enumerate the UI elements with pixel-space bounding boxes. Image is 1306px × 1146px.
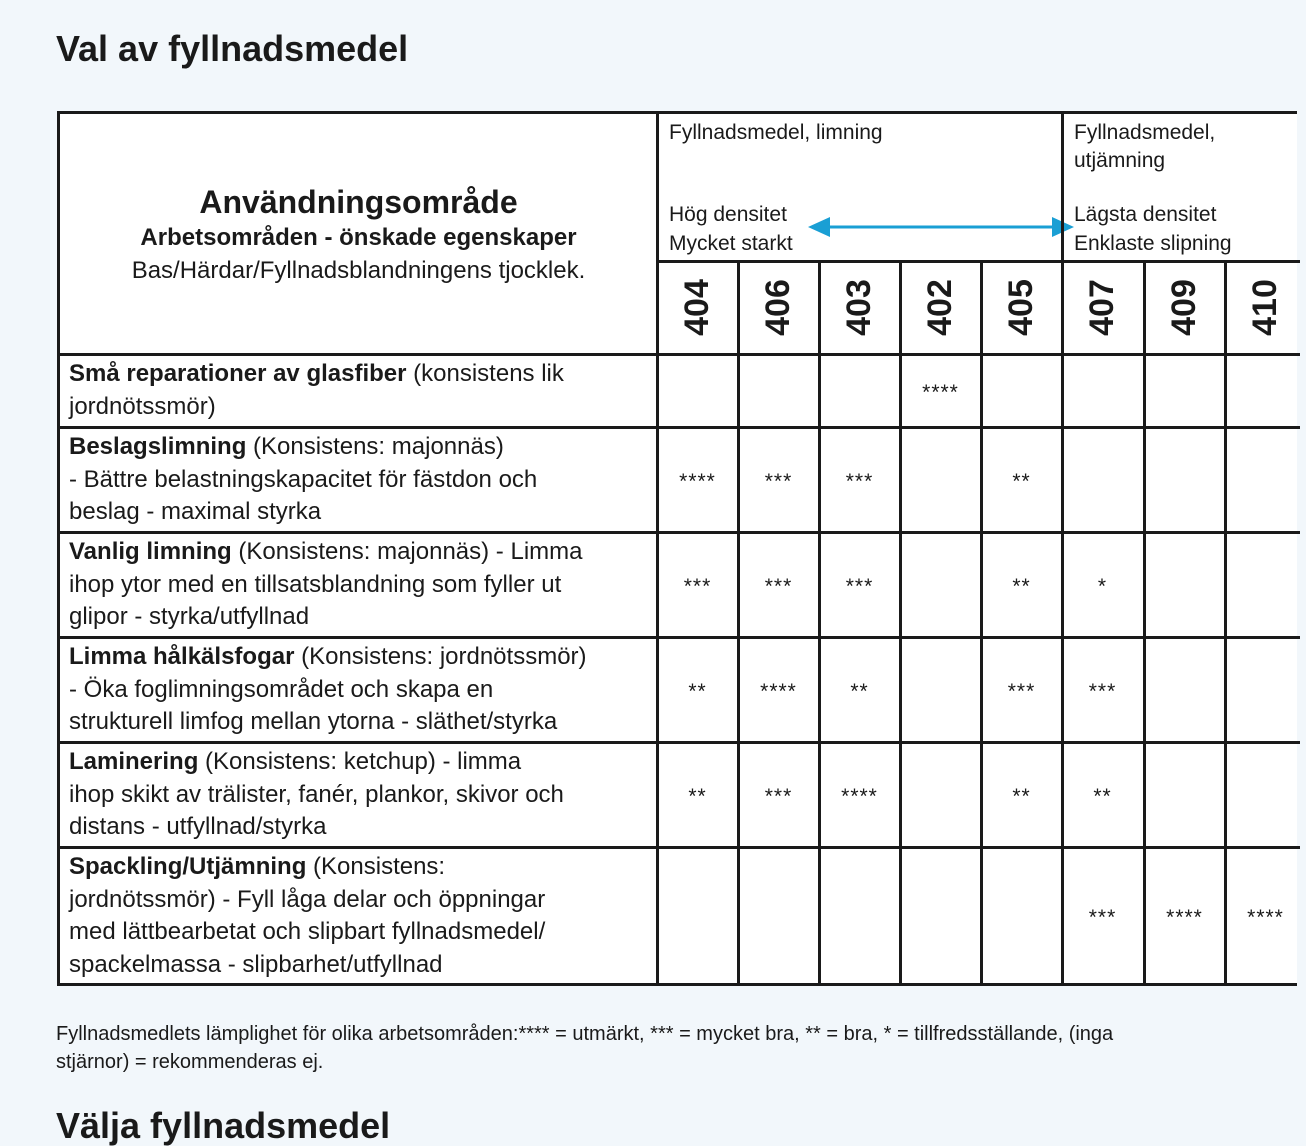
rating-cell: **: [1012, 784, 1031, 808]
usage-row-detail: (konsistens lik: [406, 360, 564, 387]
usage-row-description: [69, 746, 654, 844]
grid-line: [60, 636, 1300, 639]
usage-row-detail: jordnötssmör) - Fyll låga delar och öppningar: [69, 885, 546, 913]
usage-row-title: Vanlig limning: [69, 538, 232, 565]
rating-cell: ***: [845, 469, 874, 493]
usage-row-detail: strukturell limfog mellan ytorna - släthet/styrka: [69, 708, 558, 735]
product-column-402: [900, 261, 980, 354]
grid-line: [60, 741, 1300, 744]
page-title: Val av fyllnadsmedel: [56, 28, 409, 69]
product-number: 403: [839, 279, 878, 336]
filler-selection-table: [57, 111, 1297, 986]
product-column-404: [657, 261, 737, 354]
rating-cell: ****: [679, 469, 716, 493]
grid-line: [60, 353, 1300, 356]
usage-row-detail: - Öka foglimningsområdet och skapa en: [69, 675, 494, 703]
grid-line: [1143, 261, 1146, 984]
grid-line: [1061, 114, 1064, 984]
usage-row-detail: jordnötssmör): [69, 392, 216, 420]
grid-line: [899, 261, 902, 984]
usage-row-detail: med lättbearbetat och slipbart fyllnadsmedel/: [69, 918, 546, 945]
rating-cell: **: [1093, 784, 1112, 808]
grid-line: [818, 261, 821, 984]
rating-cell: ****: [922, 380, 959, 404]
next-section-heading: Välja fyllnadsmedel: [56, 1105, 391, 1146]
usage-row-title: Laminering: [69, 748, 199, 775]
usage-row-title: Limma hålkälsfogar: [69, 643, 295, 670]
usage-row-detail: (Konsistens: majonnäs) - Limma: [231, 538, 583, 565]
rating-cell: ***: [764, 574, 793, 598]
rating-cell: ***: [1088, 679, 1117, 703]
usage-row-description: [69, 851, 654, 981]
grid-line: [1224, 261, 1227, 984]
high-density-label: Hög densitet: [669, 203, 787, 226]
lowest-density-label: Lägsta densitet: [1074, 203, 1217, 226]
usage-row-detail: (Konsistens: ketchup) - limma: [198, 748, 522, 775]
usage-row-detail: (Konsistens: majonnäs): [246, 433, 504, 460]
usage-row-title: Små reparationer av glasfiber: [69, 360, 407, 387]
usage-row-description: [69, 431, 654, 529]
header-subtitle: Arbetsområden - önskade egenskaper: [140, 224, 577, 251]
very-strong-label: Mycket starkt: [669, 232, 793, 255]
product-number: 407: [1082, 279, 1121, 336]
rating-cell: **: [850, 679, 869, 703]
rating-cell: ***: [845, 574, 874, 598]
usage-row-detail: ihop skikt av trälister, fanér, plankor, skivor och: [69, 780, 564, 808]
bonding-filler-label: Fyllnadsmedel, limning: [669, 121, 883, 144]
easiest-sanding-label: Enklaste slipning: [1074, 232, 1232, 255]
rating-cell: ****: [841, 784, 878, 808]
usage-row-title: Spackling/Utjämning: [69, 853, 307, 880]
grid-line: [737, 261, 740, 984]
rating-cell: *: [1097, 574, 1108, 598]
rating-cell: ***: [764, 469, 793, 493]
usage-row-detail: (Konsistens: jordnötssmör): [294, 643, 587, 670]
usage-area-header: [60, 114, 657, 354]
grid-line: [656, 260, 1300, 263]
product-column-405: [981, 261, 1061, 354]
rating-cell: ***: [683, 574, 712, 598]
product-number: 410: [1245, 279, 1284, 336]
header-subtitle-2: Bas/Härdar/Fyllnadsblandningens tjocklek.: [131, 257, 586, 284]
product-column-407: [1062, 261, 1142, 354]
product-number: 406: [758, 279, 797, 336]
usage-row-detail: ihop ytor med en tillsatsblandning som fyller ut: [69, 570, 562, 598]
product-column-406: [738, 261, 818, 354]
usage-row-description: [69, 536, 654, 634]
grid-line: [656, 114, 659, 984]
fairing-filler-label-line1: Fyllnadsmedel,: [1074, 121, 1216, 144]
rating-legend: [56, 1020, 1296, 1076]
rating-cell: **: [1012, 574, 1031, 598]
rating-cell: ****: [760, 679, 797, 703]
rating-cell: ***: [764, 784, 793, 808]
rating-cell: **: [1012, 469, 1031, 493]
usage-row-description: [69, 358, 654, 423]
product-column-410: [1225, 261, 1305, 354]
grid-line: [60, 846, 1300, 849]
rating-cell: ***: [1088, 905, 1117, 929]
usage-row-title: Beslagslimning: [69, 433, 247, 460]
usage-row-detail: distans - utfyllnad/styrka: [69, 813, 327, 840]
header-title: Användningsområde: [199, 184, 518, 220]
usage-row-detail: spackelmassa - slipbarhet/utfyllnad: [69, 950, 443, 978]
product-number: 405: [1001, 279, 1040, 336]
rating-cell: **: [688, 679, 707, 703]
product-column-403: [819, 261, 899, 354]
fairing-filler-label-line2: utjämning: [1074, 149, 1166, 172]
rating-cell: ****: [1247, 905, 1284, 929]
rating-cell: ****: [1166, 905, 1203, 929]
grid-line: [980, 261, 983, 984]
legend-line-2: stjärnor) = rekommenderas ej.: [56, 1051, 324, 1073]
grid-line: [60, 531, 1300, 534]
product-number: 402: [920, 279, 959, 336]
density-arrow: [806, 212, 1076, 242]
usage-row-detail: - Bättre belastningskapacitet för fästdon och: [69, 465, 538, 493]
product-column-409: [1144, 261, 1224, 354]
usage-row-detail: (Konsistens:: [306, 853, 446, 880]
rating-cell: ***: [1007, 679, 1036, 703]
product-number: 409: [1164, 279, 1203, 336]
usage-row-detail: beslag - maximal styrka: [69, 498, 322, 525]
legend-line-1: Fyllnadsmedlets lämplighet för olika arbetsområden:**** = utmärkt, *** = mycket bra, ** = bra, * = tillfredsställande, (inga: [56, 1023, 1114, 1045]
product-number: 404: [677, 279, 716, 336]
usage-row-detail: glipor - styrka/utfyllnad: [69, 603, 310, 630]
usage-row-description: [69, 641, 654, 739]
grid-line: [60, 426, 1300, 429]
rating-cell: **: [688, 784, 707, 808]
